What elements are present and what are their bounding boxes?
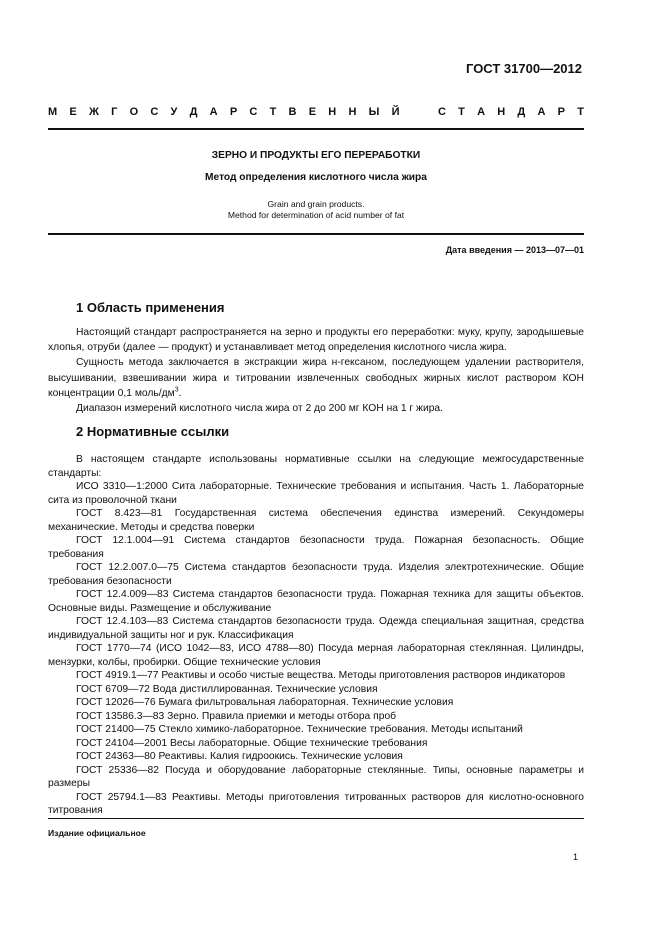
- banner-letter: Е: [69, 106, 77, 118]
- page-number: 1: [573, 852, 579, 862]
- banner-letter: Т: [577, 106, 584, 118]
- reference-item: ГОСТ 8.423—81 Государственная система обеспечения единства измерений. Секундомеры механические. Методы и средства поверки: [48, 508, 584, 533]
- section-1-heading: 1 Область применения: [76, 300, 225, 315]
- banner-letter: Т: [269, 106, 277, 118]
- banner-letter: Н: [497, 106, 506, 118]
- reference-item: ИСО 3310—1:2000 Сита лабораторные. Технические требования и испытания. Часть 1. Лабораторные сита из проволочной ткани: [48, 481, 584, 506]
- superscript: 3: [174, 386, 179, 394]
- paragraph: [48, 355, 584, 401]
- banner-letter: Т: [458, 106, 465, 118]
- banner-letter: У: [170, 106, 178, 118]
- section-1-body: [48, 325, 584, 416]
- reference-item: ГОСТ 4919.1—77 Реактивы и особо чистые вещества. Методы приготовления растворов индикаторов: [76, 670, 566, 681]
- paragraph-end: .: [178, 387, 182, 399]
- edition-label: Издание официальное: [48, 828, 146, 838]
- standard-type-banner: [48, 106, 584, 118]
- reference-item: ГОСТ 25336—82 Посуда и оборудование лабораторные стеклянные. Типы, основные параметры и размеры: [48, 764, 584, 789]
- banner-letter: А: [477, 106, 486, 118]
- paragraph: В настоящем стандарте использованы нормативные ссылки на следующие межгосударственные стандарты:: [48, 454, 584, 479]
- banner-letter: О: [129, 106, 139, 118]
- banner-letter: Ж: [88, 106, 99, 118]
- paragraph: Диапазон измерений кислотного числа жира от 2 до 200 мг КОН на 1 г жира.: [76, 403, 444, 415]
- banner-letter: С: [150, 106, 159, 118]
- reference-item: ГОСТ 12.4.103—83 Система стандартов безопасности труда. Одежда специальная защитная, средства индивидуальной защиты ног и рук. Классификация: [48, 616, 584, 641]
- banner-letter: С: [249, 106, 258, 118]
- document-number: ГОСТ 31700—2012: [466, 61, 582, 76]
- reference-item: ГОСТ 24104—2001 Весы лабораторные. Общие технические требования: [76, 737, 428, 749]
- section-2-body: [48, 453, 584, 818]
- banner-letter: А: [537, 106, 546, 118]
- section-2-heading: 2 Нормативные ссылки: [76, 424, 230, 439]
- banner-letter: С: [437, 106, 446, 118]
- banner-letter: Ы: [368, 106, 380, 118]
- banner-gap: [412, 106, 426, 118]
- english-subtitle: Method for determination of acid number of fat: [227, 210, 405, 220]
- document-subtitle: Метод определения кислотного числа жира: [205, 172, 427, 183]
- banner-letter: Г: [111, 106, 118, 118]
- banner-letter: Д: [189, 106, 198, 118]
- banner-letter: Й: [391, 106, 400, 118]
- banner-letter: Н: [328, 106, 337, 118]
- banner-letter: М: [48, 106, 58, 118]
- banner-letter: Н: [348, 106, 357, 118]
- reference-item: ГОСТ 12.4.009—83 Система стандартов безопасности труда. Пожарная техника для защиты объектов. Основные виды. Размещение и обслуживание: [48, 589, 584, 614]
- reference-item: ГОСТ 12026—76 Бумага фильтровальная лабораторная. Технические условия: [76, 697, 454, 708]
- banner-letter: В: [288, 106, 297, 118]
- reference-item: ГОСТ 21400—75 Стекло химико-лабораторное. Технические требования. Методы испытаний: [76, 724, 523, 735]
- title-divider: [48, 233, 584, 235]
- footer-divider: [48, 818, 584, 819]
- banner-letter: А: [209, 106, 218, 118]
- reference-item: ГОСТ 12.2.007.0—75 Система стандартов безопасности труда. Изделия электротехнические. Общие требования безопасности: [48, 562, 584, 587]
- document-title: ЗЕРНО И ПРОДУКТЫ ЕГО ПЕРЕРАБОТКИ: [211, 150, 421, 161]
- banner-letter: Е: [308, 106, 317, 118]
- top-divider: [48, 128, 584, 130]
- banner-letter: Д: [517, 106, 526, 118]
- banner-letter: Р: [557, 106, 565, 118]
- banner-letter: Р: [229, 106, 238, 118]
- introduction-date: Дата введения — 2013—07—01: [445, 245, 584, 255]
- reference-item: ГОСТ 25794.1—83 Реактивы. Методы приготовления титрованных растворов для кислотно-основного титрования: [48, 791, 584, 816]
- paragraph-text: Сущность метода заключается в экстракции жира н-гексаном, последующем удалении растворителя, высушивании, взвешивании жира и титровании извлеченных свободных жирных кислот раствором КОН концентрации 0,1 моль/дм: [48, 357, 584, 399]
- reference-item: ГОСТ 13586.3—83 Зерно. Правила приемки и методы отбора проб: [76, 710, 397, 722]
- reference-item: ГОСТ 1770—74 (ИСО 1042—83, ИСО 4788—80) Посуда мерная лабораторная стеклянная. Цилиндры, мензурки, колбы, пробирки. Общие технические условия: [48, 643, 584, 668]
- paragraph: Настоящий стандарт распространяется на зерно и продукты его переработки: муку, крупу, зародышевые хлопья, отруби (далее — продукт) и устанавливает метод определения кислотного числа жира.: [48, 327, 584, 354]
- english-title: Grain and grain products.: [267, 199, 365, 209]
- reference-item: ГОСТ 6709—72 Вода дистиллированная. Технические условия: [76, 683, 378, 695]
- reference-item: ГОСТ 12.1.004—91 Система стандартов безопасности труда. Пожарная безопасность. Общие требования: [48, 535, 584, 560]
- reference-item: ГОСТ 24363—80 Реактивы. Калия гидроокись. Технические условия: [76, 751, 403, 762]
